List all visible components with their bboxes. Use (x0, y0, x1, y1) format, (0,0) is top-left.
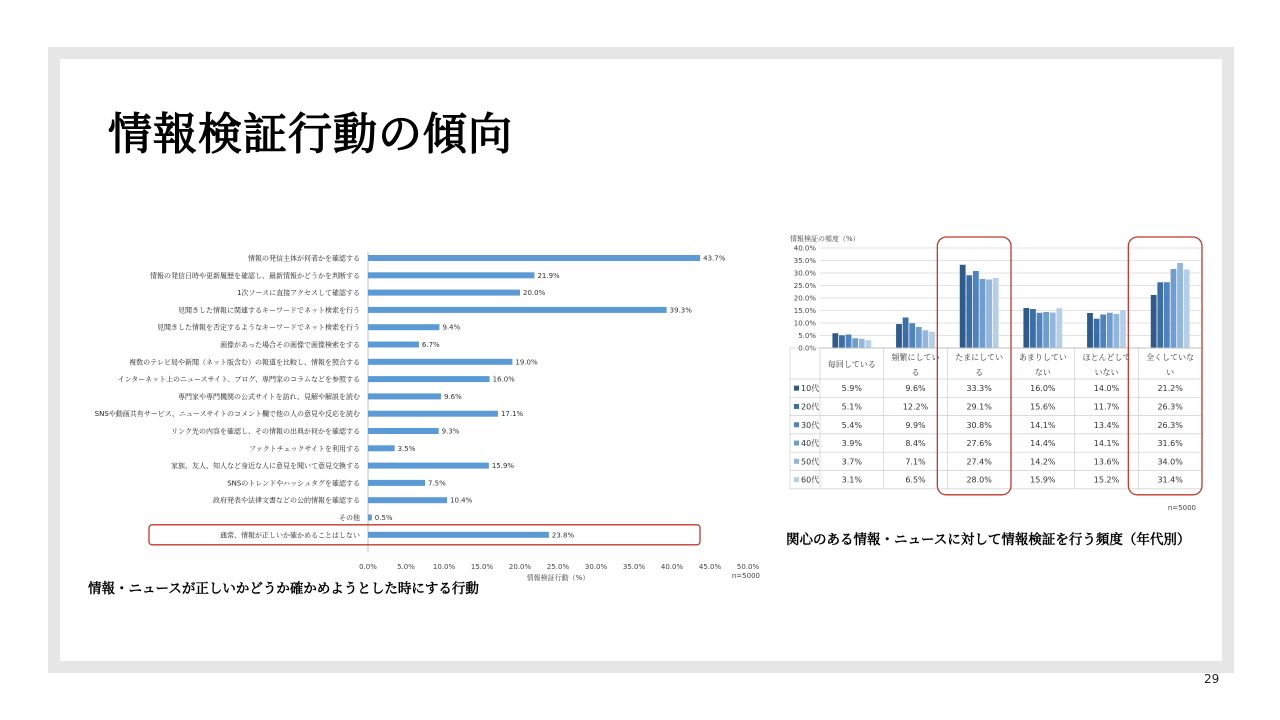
series-name: 20代 (801, 402, 820, 412)
x-tick-label: 45.0% (698, 563, 722, 572)
page-number: 29 (1204, 672, 1220, 686)
y-tick-label: 10.0% (793, 319, 816, 328)
bar-13 (368, 463, 489, 469)
bar-value-label: 3.5% (397, 444, 416, 453)
x-tick-label: 15.0% (470, 563, 494, 572)
category-label: 複数のテレビ局や新聞（ネット版含む）の報道を比較し、情報を照合する (129, 358, 360, 367)
column-bar (865, 340, 871, 348)
x-tick-label: 10.0% (432, 563, 456, 572)
table-cell-value: 31.6% (1157, 439, 1183, 449)
category-label: たまにしてい (955, 353, 1004, 362)
bar-value-label: 16.0% (492, 375, 515, 384)
category-label: 専門家や専門機関の公式サイトを訪れ、見解や解説を読む (178, 392, 360, 401)
left-chart-caption: 情報・ニュースが正しいかどうか確かめようとした時にする行動 (88, 581, 479, 597)
bar-value-label: 39.3% (669, 306, 692, 315)
verification-behavior-bar-chart (88, 245, 778, 583)
bar-value-label: 7.5% (428, 479, 446, 488)
x-tick-label: 50.0% (736, 563, 760, 572)
bar-value-label: 43.7% (703, 254, 726, 263)
table-cell-value: 31.4% (1157, 475, 1183, 485)
x-tick-label: 20.0% (508, 563, 532, 572)
x-tick-label: 30.0% (584, 563, 608, 572)
bar-value-label: 10.4% (450, 496, 473, 505)
column-bar (1164, 282, 1170, 348)
table-cell-value: 7.1% (905, 457, 926, 467)
column-bar (1177, 263, 1183, 348)
table-cell-value: 14.1% (1030, 420, 1056, 430)
column-bar (960, 265, 966, 348)
bar-value-label: 9.4% (442, 323, 461, 332)
legend-swatch (794, 477, 799, 482)
series-name: 50代 (801, 457, 820, 467)
series-name: 10代 (801, 384, 820, 394)
column-bar (923, 330, 929, 348)
category-label: 通常、情報が正しいか確かめることはしない (220, 531, 360, 540)
x-tick-label: 5.0% (397, 563, 415, 572)
data-table-border (790, 348, 1202, 489)
table-cell-value: 14.0% (1093, 384, 1120, 394)
column-bar (1171, 269, 1177, 348)
bar-5 (368, 324, 439, 330)
column-bar (1157, 282, 1163, 348)
category-label: 全くしていな (1146, 353, 1195, 362)
table-cell-value: 5.9% (841, 384, 862, 394)
legend-swatch (794, 386, 799, 391)
table-cell-value: 26.3% (1157, 402, 1183, 412)
table-cell-value: 5.1% (841, 402, 862, 412)
y-tick-label: 30.0% (793, 269, 816, 278)
column-bar (916, 327, 922, 348)
legend-swatch (794, 422, 799, 427)
table-cell-value: 14.4% (1030, 439, 1056, 449)
column-bar (1056, 308, 1062, 348)
bar-value-label: 21.9% (537, 271, 560, 280)
legend-swatch (794, 441, 799, 446)
highlight-box (1128, 237, 1202, 495)
column-bar (1151, 295, 1157, 348)
bar-9 (368, 393, 441, 399)
category-label: 見聞きした情報に関連するキーワードでネット検索を行う (178, 306, 360, 315)
category-label: ファクトチェックサイトを利用する (248, 444, 360, 453)
y-tick-label: 20.0% (793, 294, 816, 303)
column-bar (993, 278, 999, 348)
bar-value-label: 0.5% (374, 514, 393, 522)
category-label: リンク先の内容を確認し、その情報の出典が何かを確認する (171, 427, 360, 436)
category-label: る (975, 368, 984, 377)
bar-2 (368, 272, 534, 278)
column-bar (909, 323, 915, 348)
table-cell-value: 11.7% (1093, 402, 1120, 412)
category-label: 毎回している (827, 360, 876, 369)
table-cell-value: 14.2% (1030, 457, 1056, 467)
bar-3 (368, 290, 520, 296)
bar-6 (368, 342, 419, 348)
column-bar (896, 324, 902, 348)
bar-1 (368, 255, 700, 261)
column-bar (966, 275, 972, 348)
bar-15 (368, 497, 447, 503)
category-label: る (911, 368, 920, 377)
bar-17 (368, 532, 549, 538)
bar-8 (368, 376, 490, 382)
column-bar (846, 335, 852, 349)
category-label: い (1166, 368, 1175, 377)
table-cell-value: 13.6% (1093, 457, 1120, 467)
bar-value-label: 19.0% (515, 358, 538, 367)
legend-swatch (794, 404, 799, 409)
table-cell-value: 34.0% (1157, 457, 1183, 467)
category-label: いない (1094, 368, 1119, 377)
bar-11 (368, 428, 439, 434)
table-cell-value: 9.9% (905, 420, 926, 430)
right-chart-caption: 関心のある情報・ニュースに対して情報検証を行う頻度（年代別） (786, 532, 1191, 548)
category-label: 画像があった場合その画像で画像検索をする (220, 341, 360, 349)
slide-title: 情報検証行動の傾向 (108, 109, 513, 160)
column-bar (1107, 313, 1113, 348)
category-label: 情報の発信主体が何者かを確認する (248, 254, 360, 263)
y-tick-label: 5.0% (798, 332, 816, 340)
bar-value-label: 9.6% (443, 392, 462, 401)
column-bar (839, 335, 845, 348)
bar-7 (368, 359, 512, 365)
category-label: その他 (339, 514, 360, 522)
y-tick-label: 0.0% (798, 344, 816, 353)
column-bar (1114, 314, 1120, 348)
table-cell-value: 3.9% (841, 439, 862, 449)
bar-value-label: 6.7% (421, 341, 440, 349)
column-bar (1094, 319, 1100, 348)
category-label: ない (1034, 368, 1051, 377)
x-tick-label: 25.0% (546, 563, 570, 572)
table-cell-value: 28.0% (966, 475, 992, 485)
category-label: ほとんどして (1082, 353, 1131, 362)
bar-value-label: 23.8% (551, 531, 575, 540)
x-axis-title: 情報検証行動（%） (526, 574, 590, 583)
bar-value-label: 20.0% (523, 289, 546, 298)
table-cell-value: 29.1% (966, 402, 992, 412)
table-cell-value: 33.3% (966, 384, 992, 394)
bar-10 (368, 411, 498, 417)
category-label: 1次ソースに直接アクセスして確認する (237, 289, 360, 298)
bar-14 (368, 480, 425, 486)
table-cell-value: 6.5% (905, 475, 926, 485)
table-cell-value: 3.1% (841, 475, 862, 485)
table-cell-value: 15.2% (1093, 475, 1120, 485)
column-bar (1087, 313, 1093, 348)
column-bar (1050, 313, 1056, 349)
column-bar (1030, 309, 1036, 348)
table-cell-value: 5.4% (841, 420, 862, 430)
table-cell-value: 14.1% (1093, 439, 1120, 449)
table-cell-value: 21.2% (1157, 384, 1183, 394)
chart-title: 情報検証の頻度（%） (790, 235, 860, 243)
bar-4 (368, 307, 667, 313)
column-bar (903, 318, 909, 349)
bar-value-label: 17.1% (500, 410, 524, 419)
category-label: 政府発表や法律文書などの公的情報を確認する (213, 496, 360, 505)
category-label: 家族、友人、知人など身近な人に意見を聞いて意見交換する (171, 462, 360, 471)
category-label: 見聞きした情報を否定するようなキーワードでネット検索を行う (157, 323, 360, 332)
table-cell-value: 27.6% (966, 439, 992, 449)
column-bar (1037, 313, 1043, 348)
column-bar (980, 279, 986, 348)
y-tick-label: 15.0% (793, 307, 816, 315)
table-cell-value: 8.4% (905, 439, 926, 449)
y-tick-label: 40.0% (793, 244, 816, 253)
series-name: 30代 (801, 420, 820, 430)
bar-16 (368, 515, 372, 521)
category-label: 情報の発信日時や更新履歴を確認し、最新情報かどうかを判断する (150, 271, 360, 280)
x-tick-label: 40.0% (660, 563, 684, 572)
sample-size-note: n=5000 (1167, 503, 1196, 512)
series-name: 40代 (801, 439, 820, 449)
x-tick-label: 35.0% (622, 563, 646, 572)
column-bar (986, 280, 992, 349)
table-cell-value: 16.0% (1030, 384, 1056, 394)
x-tick-label: 0.0% (359, 563, 377, 572)
column-bar (1100, 315, 1106, 349)
column-bar (973, 271, 979, 348)
table-cell-value: 27.4% (966, 457, 992, 467)
series-name: 60代 (801, 475, 820, 485)
column-bar (1120, 310, 1126, 348)
table-cell-value: 13.4% (1093, 420, 1120, 430)
column-bar (1023, 308, 1029, 348)
table-cell-value: 30.8% (966, 420, 992, 430)
table-cell-value: 9.6% (905, 384, 926, 394)
y-tick-label: 35.0% (793, 257, 816, 265)
column-bar (1184, 270, 1190, 349)
column-bar (852, 338, 858, 348)
column-bar (832, 333, 838, 348)
column-bar (1043, 312, 1049, 348)
category-label: SNSや動画共有サービス、ニュースサイトのコメント欄で他の人の意見や反応を読む (94, 410, 360, 419)
sample-size-note: n=5000 (731, 572, 760, 581)
table-cell-value: 3.7% (841, 457, 862, 467)
table-cell-value: 15.9% (1030, 475, 1056, 485)
bar-12 (368, 445, 395, 451)
table-cell-value: 12.2% (902, 402, 929, 412)
column-bar (859, 339, 865, 348)
category-label: あまりしてい (1018, 353, 1067, 362)
y-tick-label: 25.0% (793, 282, 816, 290)
frequency-by-age-chart (780, 230, 1220, 520)
category-label: 頻繁にしてい (891, 353, 940, 362)
column-bar (929, 332, 935, 348)
table-cell-value: 26.3% (1157, 420, 1183, 430)
legend-swatch (794, 459, 799, 464)
category-label: インターネット上のニュースサイト、ブログ、専門家のコラムなどを参照する (117, 375, 360, 384)
bar-value-label: 9.3% (441, 427, 460, 436)
bar-value-label: 15.9% (491, 462, 515, 471)
category-label: SNSのトレンドやハッシュタグを確認する (227, 479, 360, 488)
table-cell-value: 15.6% (1030, 402, 1056, 412)
